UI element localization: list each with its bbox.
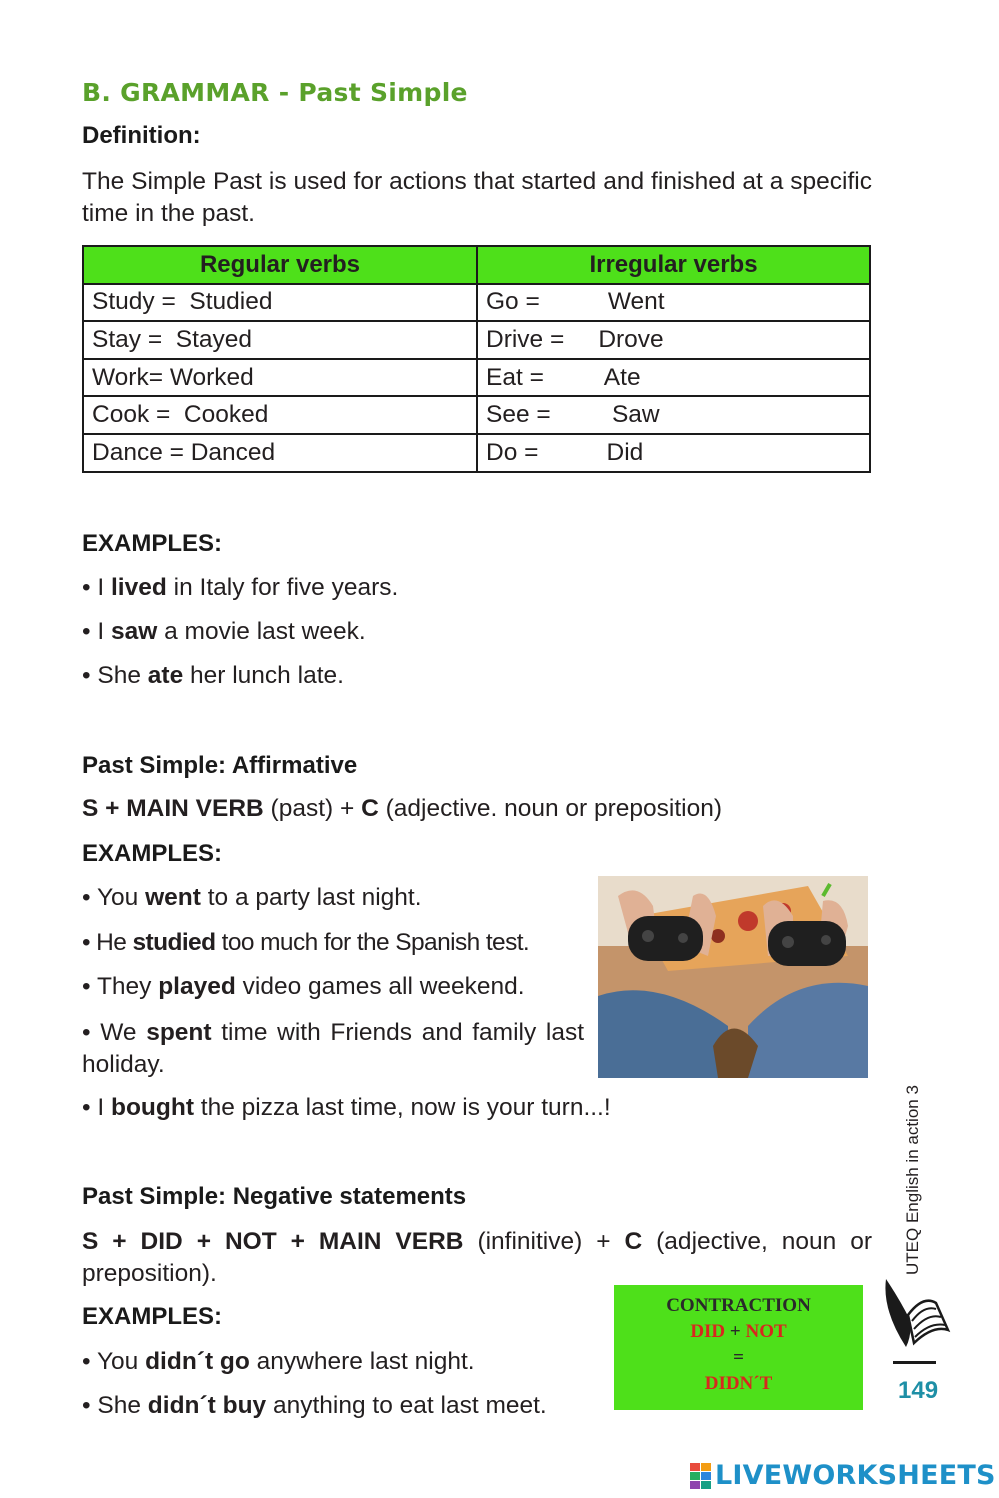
contraction-formula: DID + NOT xyxy=(690,1321,787,1342)
header-irregular-verbs: Irregular verbs xyxy=(477,246,870,284)
liveworksheets-icon xyxy=(690,1463,712,1489)
divider xyxy=(893,1361,936,1364)
example-item: • I bought the pizza last time, now is your turn...! xyxy=(82,1094,611,1121)
contraction-result: DIDN´T xyxy=(704,1373,773,1394)
table-header-row xyxy=(83,246,870,284)
table-row xyxy=(83,359,870,397)
negative-formula: S + DID + NOT + MAIN VERB (infinitive) + C (adjective, noun or preposition). xyxy=(82,1228,873,1287)
example-item: • You didn´t go anywhere last night. xyxy=(82,1348,475,1375)
contraction-title: CONTRACTION xyxy=(666,1295,811,1316)
verbs-table xyxy=(82,245,871,473)
contraction-box xyxy=(614,1285,863,1410)
negative-heading: Past Simple: Negative statements xyxy=(82,1183,467,1210)
table-row xyxy=(83,321,870,359)
affirmative-formula: S + MAIN VERB (past) + C (adjective. noun or preposition) xyxy=(82,795,723,822)
book-title: UTEQ English in action 3 xyxy=(903,1085,922,1275)
definition-text: The Simple Past is used for actions that started and finished at a specific time in the past. xyxy=(82,168,872,227)
liveworksheets-logo xyxy=(690,1460,996,1491)
section-title: B. GRAMMAR - Past Simple xyxy=(82,78,468,107)
header-regular-verbs: Regular verbs xyxy=(83,246,477,284)
irregular-verb-cell: Go = Went xyxy=(477,284,870,322)
example-item: • I saw a movie last week. xyxy=(82,618,366,645)
regular-verb-cell: Dance = Danced xyxy=(83,434,477,472)
irregular-verb-cell: Eat = Ate xyxy=(477,359,870,397)
regular-verb-cell: Work= Worked xyxy=(83,359,477,397)
example-item: • She ate her lunch late. xyxy=(82,662,344,689)
example-item: • I lived in Italy for five years. xyxy=(82,574,399,601)
irregular-verb-cell: Do = Did xyxy=(477,434,870,472)
example-item: • They played video games all weekend. xyxy=(82,973,525,1000)
example-item: • We spent time with Friends and family last holiday. xyxy=(82,1019,585,1078)
examples-heading: EXAMPLES: xyxy=(82,840,223,867)
page-number: 149 xyxy=(898,1377,939,1404)
contraction-equals: = xyxy=(733,1347,744,1368)
video-game-photo xyxy=(598,876,868,1078)
example-item: • She didn´t buy anything to eat last meet. xyxy=(82,1392,547,1419)
irregular-verb-cell: Drive = Drove xyxy=(477,321,870,359)
regular-verb-cell: Stay = Stayed xyxy=(83,321,477,359)
regular-verb-cell: Cook = Cooked xyxy=(83,396,477,434)
table-row xyxy=(83,396,870,434)
example-item: • He studied too much for the Spanish test. xyxy=(82,929,530,956)
affirmative-heading: Past Simple: Affirmative xyxy=(82,752,358,779)
table-row xyxy=(83,284,870,322)
examples-heading: EXAMPLES: xyxy=(82,530,223,557)
open-book-icon xyxy=(878,1275,958,1355)
definition-heading: Definition: xyxy=(82,122,201,149)
irregular-verb-cell: See = Saw xyxy=(477,396,870,434)
example-item: • You went to a party last night. xyxy=(82,884,422,911)
regular-verb-cell: Study = Studied xyxy=(83,284,477,322)
table-row xyxy=(83,434,870,472)
liveworksheets-brand: LIVEWORKSHEETS xyxy=(715,1460,996,1491)
examples-heading: EXAMPLES: xyxy=(82,1303,223,1330)
